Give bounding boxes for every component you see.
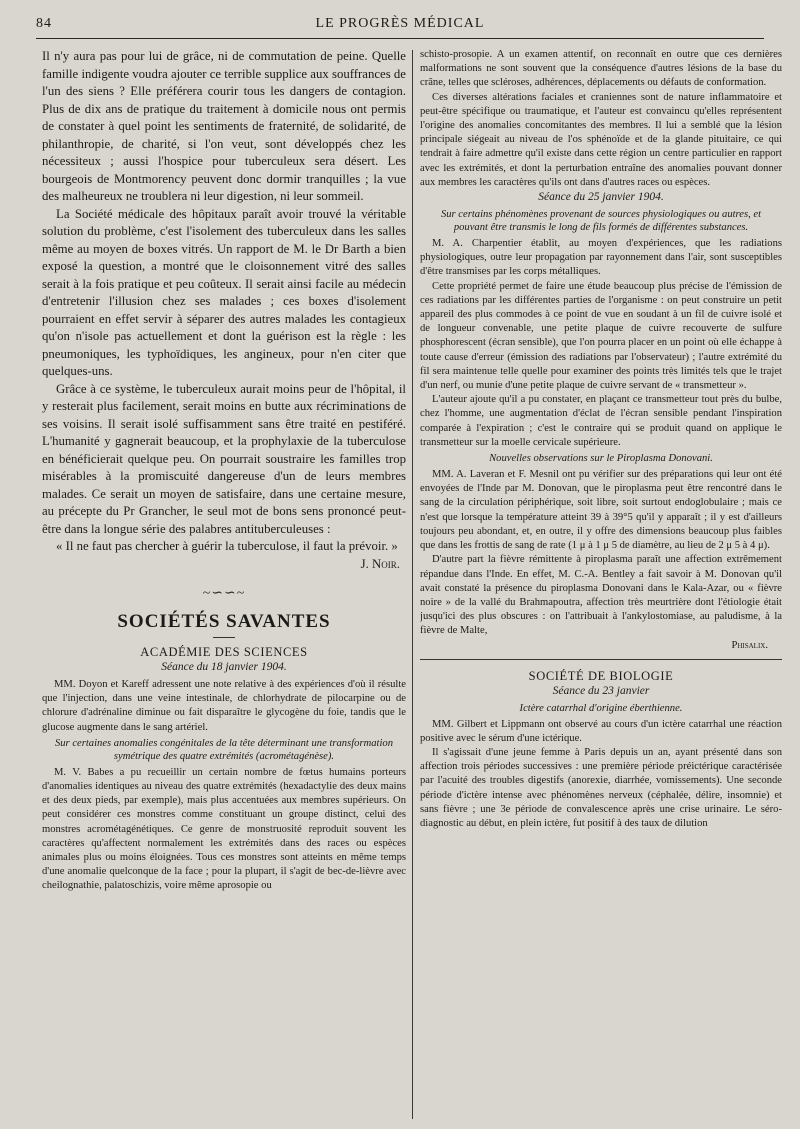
report-subject: Ictère catarrhal d'origine éberthienne. [519, 702, 683, 714]
article-paragraph: Grâce à ce système, le tuberculeux aurait moins peur de l'hôpital, il y resterait plus facilement, serait moins en butte aux récriminations de ses voisins. Il serait isolé suffisamment sans être traité en pestiféré. L'humanité y gagnerait beaucoup, et la prophylaxie de la tuberculose en bénéficierait quelque peu. On pourrait soustraire les familles trop misérables à la promiscuité dangereuse d'un de leurs membres malades. Ce serait un moyen de satisfaire, dans une certaine mesure, au précepte du Pr Grancher, le seul mot de bons sens prononcé peut-être dans la longue série des palabres antituberculeuses : [42, 381, 406, 536]
report-paragraph: M. V. Babes a pu recueillir un certain nombre de fœtus humains porteurs d'anomalies identiques au niveau des quatre extrémités (hexadactylie des deux mains et des deux pieds, par exemple), mais plus accentuées aux membres supérieurs. On peut considérer ces monstres comme constituant un groupe distinct, celui des monstres acrométagénétiques. Ce genre de monstruosité reproduit souvent les caractères qu'affectent normalement les extrémités dans des races ou espèces animales plus ou moins éloignées. Tous ces monstres sont atteints en même temps d'une anomalie quelconque de la face ; pour la plupart, il s'agit de bec-de-lièvre avec cheilognathie, palatoschizis, voire même aprosopie ou [42, 766, 406, 892]
article-signature-line [42, 556, 406, 574]
article-paragraph: Il n'y aura pas pour lui de grâce, ni de commutation de peine. Quelle famille indigente voudra ajouter ce terrible supplice aux souffrances de l'un des siens ? Elle préférera courir tous les dangers de contagion. Plus de dix ans de pratique du traitement à domicile nous ont permis de constater à quel point les sentiments de fraternité, de solidarité, de philanthropie, de charité, si l'on veut, sont développés chez les nécessiteux ; aussi l'hospice pour tuberculeux sera désert. Les bourgeois de Montmorency peuvent donc dormir tranquilles ; la vue des malheureux ne troublera ni leur digestion, ni leur sommeil. [42, 49, 406, 203]
report-paragraph: MM. Gilbert et Lippmann ont observé au cours d'un ictère catarrhal une réaction positive avec le sérum d'une ictérique. [420, 718, 782, 744]
page-number: 84 [36, 16, 52, 31]
running-head [36, 14, 764, 36]
report-paragraph: D'autre part la fièvre rémittente à piroplasma paraît une affection extrêmement répandue dans l'Inde. En effet, M. C.-A. Bentley a fait savoir à M. Donovan qu'il avait constaté la présence du piroplasma Donovani dans le Kala-Azar, ou « fièvre noire » de la vallé du Brahmapoutra, affection très meurtrière dont l'étiologie était jusqu'ici des plus obscures : on l'attribuait à l'ankylostomiase, au paludisme, à la fièvre de Malte, [420, 554, 782, 637]
report-paragraph: Ces diverses altérations faciales et craniennes sont de nature inflammatoire et peut-être spécifique ou traumatique, et l'auteur est convaincu qu'elles représentent l'origine des anomalies concomitantes des membres. Il lui a semblé que la lésion principale siégeait au niveau de l'os sphénoïde et de la glande pituitaire, ce qui tendrait à faire admettre qu'il existe dans cette région un centre particulier en rapport avec les extrémités, et dont la perturbation entraîne des anomalies pouvant donner aux membres les caractères qu'ils ont dans d'autres races ou espèces. [420, 91, 782, 188]
journal-title: LE PROGRÈS MÉDICAL [315, 16, 485, 31]
article-quote: « Il ne faut pas chercher à guérir la tuberculose, il faut la prévoir. » [56, 539, 398, 553]
biology-session-date: Séance du 23 janvier [552, 684, 650, 697]
report-paragraph: Il s'agissait d'une jeune femme à Paris depuis un an, ayant présenté dans son affection trois périodes successives : une première période préictérique caractérisée par l'acuité des troubles digestifs (anorexie, diarrhée, vomissements). Une seconde période d'ictère intense avec phénomènes nerveux (céphalée, délire, insomnie) et sans fièvre ; une 3e période de convalescence après une crise urinaire. Le séro-diagnostic au début, en plein ictère, fut positif à des taux de dilution [420, 746, 782, 829]
report-subject: Sur certains phénomènes provenant de sources physiologiques ou autres, et pouvant être transmis le long de fils formés de différentes substances. [440, 209, 762, 234]
report-paragraph: MM. A. Laveran et F. Mesnil ont pu vérifier sur des préparations qui leur ont été envoyées de l'Inde par M. Donovan, que le piroplasma peut être rencontré dans le sang de la circulation périphérique, soit libre, soit surtout endoglobulaire ; mais ce n'est que lorsque la température atteint 39 à 39°5 qu'il y apparaît ; il y est d'ailleurs toujours peu abondant, et, en outre, il y offre des dimensions beaucoup plus faibles que dans les frottis de sang de rate (1 μ à 1 μ 5 de diamètre, au lieu de 2 μ 5 à 4 μ). [420, 469, 782, 552]
section-rule [420, 659, 782, 660]
left-column [42, 48, 406, 1123]
section-title: SOCIÉTÉS SAVANTES [117, 611, 331, 632]
right-column [420, 48, 782, 1123]
article-signature: J. Noir. [360, 556, 400, 571]
title-rule [213, 637, 235, 638]
academy-report [42, 678, 406, 894]
report-paragraph: M. A. Charpentier établit, au moyen d'expériences, que les radiations physiologiques, outre leur propagation par rayonnement dans l'air, sont susceptibles d'être transmises par les corps métalliques. [420, 238, 782, 278]
column-divider [412, 50, 413, 1119]
session-date: Séance du 25 janvier 1904. [538, 191, 664, 204]
report-paragraph: MM. Doyon et Kareff adressent une note relative à des expériences d'où il résulte que l'injection, dans une veine intestinale, de chlorhydrate de pilocarpine ou de chlorure d'adrénaline diminue ou fait disparaître le glycogène du foie, tandis que le glucose augmente dans le sang artériel. [42, 679, 406, 733]
article-paragraph: La Société médicale des hôpitaux paraît avoir trouvé la véritable solution du problème, c'est l'isolement des tuberculeux dans les salles même au moyen de boxes vitrés. Un rapport de M. le Dr Barth a bien exposé la question, a montré que le cloisonnement vitré des salles serait à la fois pratique et peu coûteux. Il serait ainsi facile au médecin d'entretenir l'illusion chez ses malades ; ces boxes d'isolement pourraient en effet servir à séparer des autres malades les contagieux qu'on n'isole pas actuellement et dont la guérison est la règle : les pneumoniques, les typhoïdiques, les angineux, pour n'en citer que quelques-uns. [42, 206, 406, 378]
report-subject: Nouvelles observations sur le Piroplasma Donovani. [489, 453, 713, 465]
report-subject: Sur certaines anomalies congénitales de la tête déterminant une transformation symétrique des quatre extrémités (acrométagénèse). [54, 737, 394, 762]
editorial-article [42, 48, 406, 573]
biology-society-title: SOCIÉTÉ DE BIOLOGIE [528, 668, 674, 683]
report-paragraph: schisto-prosopie. A un examen attentif, on reconnaît en outre que ces dernières malformations ne sont souvent que la conséquence d'autres lésions de la base du crâne, telles que scléroses, adhérences, déplacements ou défauts de conformation. [420, 49, 782, 89]
report-paragraph: L'auteur ajoute qu'il a pu constater, en plaçant ce transmetteur tout près du bulbe, chez l'homme, une augmentation d'éclat de l'écran sensible pendant l'inspiration comparée à l'expiration ; c'est le contraire qui se produit quand on applique le transmetteur sur la moelle cervicale supérieure. [420, 394, 782, 448]
ornament-divider: ~∽∽~ [202, 586, 246, 601]
report-paragraph: Cette propriété permet de faire une étude beaucoup plus précise de l'émission de ces radiations par les différentes parties de l'organisme : on peut construire un petit appareil des plus commodes à ce point de vue en soudant à un fil de cuivre isolé et de longueur convenable, une petite plaque de cuivre recouverte de sulfure phosphorescent (écran sensible), que l'on pourra placer en un point où elle échappe à toute cause d'erreur (émission des radiations par l'observateur) ; l'autre extrémité du fil sera maintenue telle quelle pour examiner des points très limités tels que le trajet d'un nerf, ou munie d'une petite plaque de cuivre servant de « transmetteur ». [420, 280, 782, 392]
academy-session-date: Séance du 18 janvier 1904. [161, 661, 287, 673]
header-rule [36, 38, 764, 39]
report-signature: Phisalix. [731, 639, 768, 651]
academy-title: ACADÉMIE DES SCIENCES [140, 645, 308, 659]
